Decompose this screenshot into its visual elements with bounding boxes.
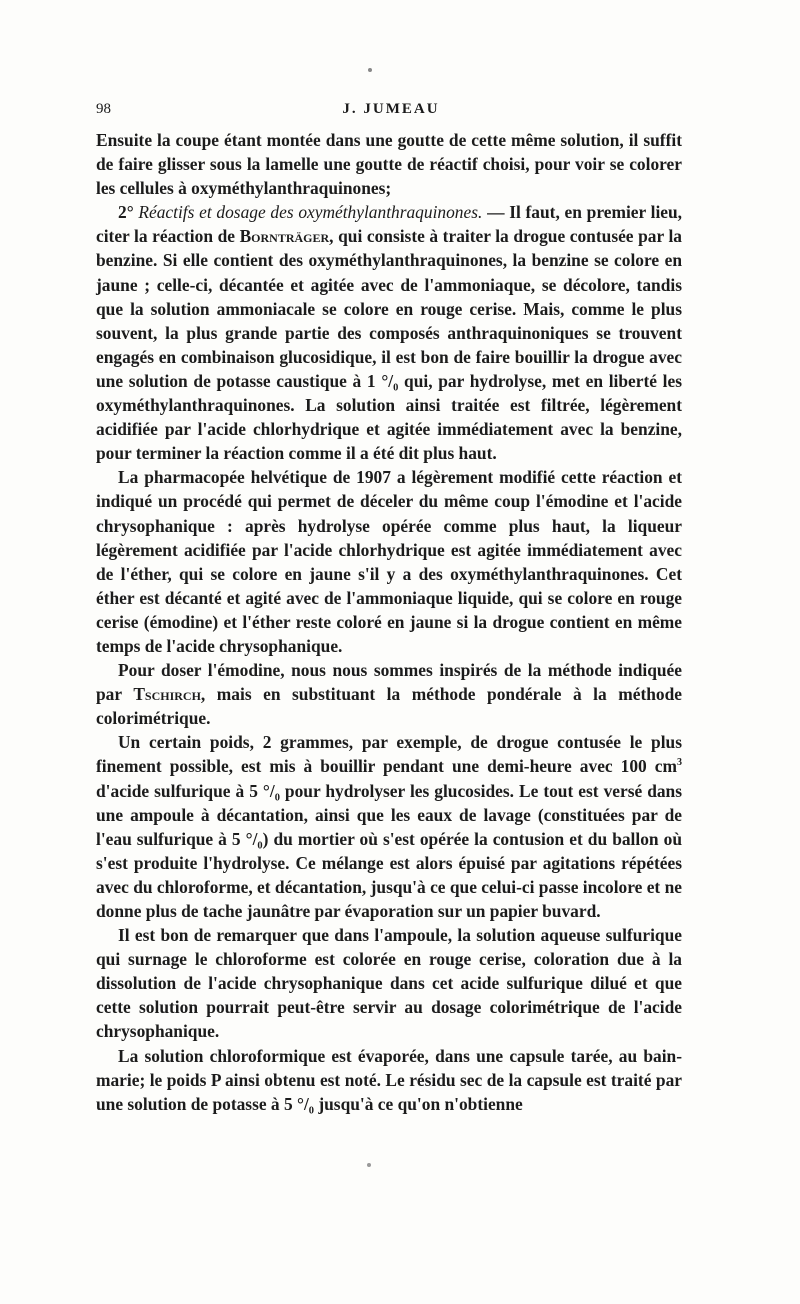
paragraph-p6: [96, 923, 682, 1043]
text-run: Pour doser l'émodine, nous nous sommes inspirés de la méthode indiquée par: [96, 660, 682, 705]
author-name: Bornträger: [239, 226, 330, 247]
text-run: Un certain poids, 2 grammes, par exemple, de drogue contusée le plus finement possible, est mis à bouillir pendant une demi-heure avec 100 cm: [96, 732, 682, 777]
paragraph-p2: [96, 200, 682, 465]
paragraph-p3: [96, 465, 682, 658]
print-speck: [367, 1163, 371, 1167]
superscript: 3: [677, 757, 682, 769]
paragraph-p5: [96, 730, 682, 923]
text-run: — Il faut, en premier lieu, citer la réaction de: [96, 202, 683, 247]
text-run: Ensuite la coupe étant montée dans une goutte de cette même solution, il suffit de faire glisser sous la lamelle une goutte de réactif choisi, pour voir se colorer les cellules à oxyméthylanthraquinones;: [96, 130, 682, 199]
running-head: J. JUMEAU: [342, 101, 440, 117]
page-header: [96, 101, 686, 123]
page-number: 98: [96, 101, 111, 117]
italic-heading: Réactifs et dosage des oxyméthylanthraquinones.: [138, 202, 483, 223]
text-run: La pharmacopée helvétique de 1907 a légèrement modifié cette réaction et indiqué un procédé qui permet de déceler du même coup l'émodine et l'acide chrysophanique : après hydrolyse opérée comme plus haut, la liqueur légèrement acidifiée par l'acide chlorhydrique est agitée immédiatement avec de l'éther, qui se colore en jaune s'il y a des oxyméthylanthraquinones. Cet éther est décanté et agité avec de l'ammoniaque liquide, qui se colore en rouge cerise (émodine) et l'éther reste coloré en jaune si la drogue contient en même temps de l'acide chrysophanique.: [96, 467, 682, 656]
print-speck: [368, 68, 372, 72]
paragraph-p7: [96, 1044, 682, 1116]
text-run: , mais en substituant la méthode pondérale à la méthode colorimétrique.: [96, 684, 682, 729]
paragraph-p4: [96, 658, 682, 730]
text-run: 2°: [118, 202, 139, 223]
text-run: Il est bon de remarquer que dans l'ampoule, la solution aqueuse sulfurique qui surnage le chloroforme est colorée en rouge cerise, coloration due à la dissolution de l'acide chrysophanique dans cet acide sulfurique dilué et que cette solution pourrait peut-être servir au dosage colorimétrique de l'acide chrysophanique.: [96, 925, 682, 1042]
text-run: La solution chloroformique est évaporée, dans une capsule tarée, au bain-marie; le poids P ainsi obtenu est noté. Le résidu sec de la capsule est traité par une solution de potasse à 5 °/₀ jusqu'à ce qu'on n'obtienne: [96, 1045, 682, 1114]
text-run: d'acide sulfurique à 5 °/₀ pour hydrolyser les glucosides. Le tout est versé dans une ampoule à décantation, ainsi que les eaux de lavage (constituées par de l'eau sulfurique à 5 °/₀) du mortier où s'est opérée la contusion et du ballon où s'est produite l'hydrolyse. Ce mélange est alors épuisé par agitations répétées avec du chloroforme, et décantation, jusqu'à ce que celui-ci passe incolore et ne donne plus de tache jaunâtre par évaporation sur un papier buvard.: [96, 780, 682, 921]
text-run: , qui consiste à traiter la drogue contusée par la benzine. Si elle contient des oxyméthylanthraquinones, la benzine se colore en jaune ; celle-ci, décantée et agitée avec de l'ammoniaque, se décolore, tandis que la solution ammoniacale se colore en rouge cerise. Mais, comme le plus souvent, la plus grande partie des composés anthraquinoniques se trouvent engagés en combinaison glucosidique, il est bon de faire bouillir la drogue avec une solution de potasse caustique à 1 °/₀ qui, par hydrolyse, met en liberté les oxyméthylanthraquinones. La solution ainsi traitée est filtrée, légèrement acidifiée par l'acide chlorhydrique et agitée immédiatement avec la benzine, pour terminer la réaction comme il a été dit plus haut.: [96, 226, 682, 464]
body-text: [96, 128, 682, 1116]
author-name: Tschirch: [133, 684, 201, 705]
paragraph-p1: [96, 128, 682, 200]
